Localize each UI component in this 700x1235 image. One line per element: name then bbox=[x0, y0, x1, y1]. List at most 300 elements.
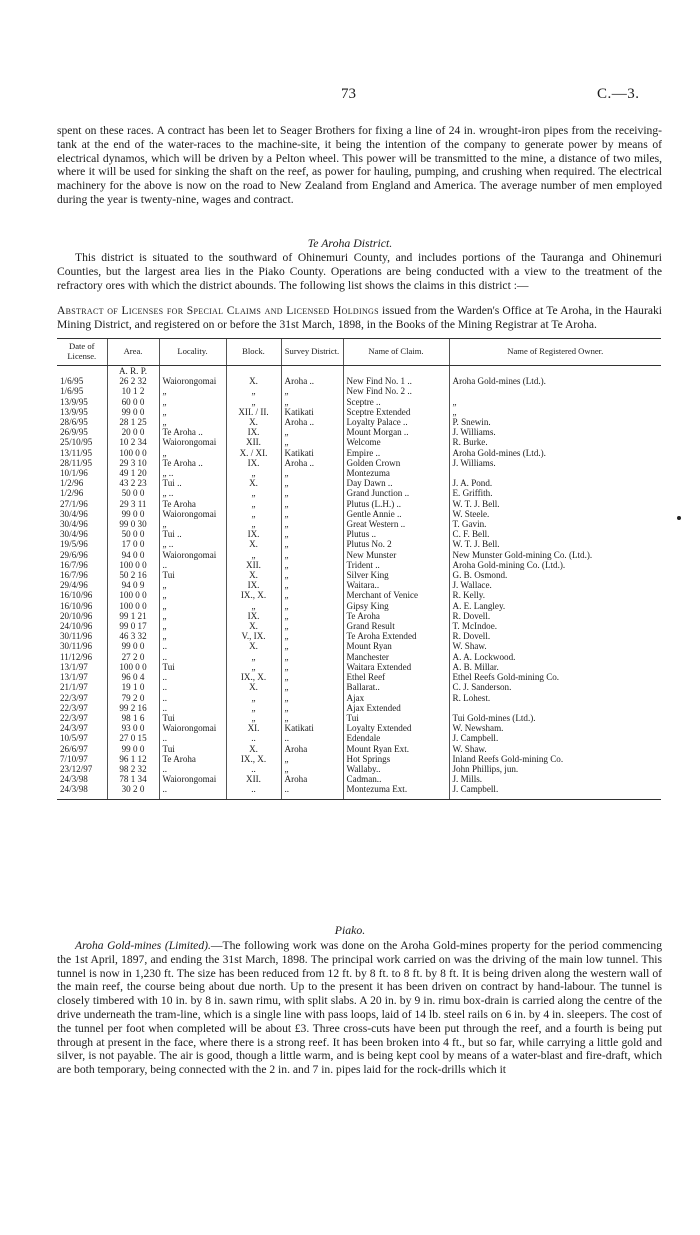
cell-survey-district: „ bbox=[281, 601, 343, 611]
header-block: Block. bbox=[226, 339, 281, 366]
cell-area: 29 3 11 bbox=[107, 499, 159, 509]
cell-date: 19/5/96 bbox=[60, 539, 88, 550]
cell-owner: R. Kelly. bbox=[449, 590, 661, 600]
cell-owner: A. B. Millar. bbox=[449, 662, 661, 672]
cell-date: 11/12/96 bbox=[60, 651, 92, 662]
cell-date: 24/3/98 bbox=[57, 784, 107, 799]
table-row bbox=[57, 764, 661, 774]
cell-survey-district: Katikati bbox=[281, 407, 343, 417]
table-row bbox=[57, 611, 661, 621]
cell-survey-district: „ bbox=[281, 550, 343, 560]
cell-owner: G. B. Osmond. bbox=[449, 570, 661, 580]
cell-owner: A. E. Langley. bbox=[449, 601, 661, 611]
cell-claim-name: Waitara Extended bbox=[343, 662, 449, 672]
cell-date: 22/3/97 bbox=[60, 712, 88, 723]
cell-date: 30/11/96 bbox=[60, 631, 92, 642]
cell-block: „ bbox=[226, 703, 281, 713]
cell-survey-district: „ bbox=[281, 662, 343, 672]
cell-date: 26/9/95 bbox=[60, 427, 88, 438]
cell-owner: J. Williams. bbox=[449, 458, 661, 468]
cell-date: 24/3/97 bbox=[60, 723, 88, 734]
cell-block: „ bbox=[226, 550, 281, 560]
cell-owner: J. Wallace. bbox=[449, 580, 661, 590]
table-row bbox=[57, 397, 661, 407]
cell-area: 27 0 15 bbox=[107, 733, 159, 743]
cell-claim-name: Montezuma bbox=[343, 468, 449, 478]
cell-locality: „ .. bbox=[159, 468, 226, 478]
cell-date: 28/6/95 bbox=[60, 417, 88, 428]
cell-date: 1/6/95 bbox=[60, 386, 84, 397]
cell-date: 21/1/97 bbox=[60, 682, 88, 693]
cell-locality: Te Aroha bbox=[159, 499, 226, 509]
cell-date: 1/2/96 bbox=[60, 478, 84, 489]
cell-claim-name: Cadman.. bbox=[343, 774, 449, 784]
cell-date: 22/3/97 bbox=[60, 692, 88, 703]
piako-paragraph-lead: Aroha Gold-mines (Limited). bbox=[75, 939, 211, 952]
table-row bbox=[57, 713, 661, 723]
cell-date: 1/6/95 bbox=[60, 376, 84, 387]
cell-owner: Aroha Gold-mining Co. (Ltd.). bbox=[449, 560, 661, 570]
table-row bbox=[57, 376, 661, 386]
cell-claim-name: Te Aroha bbox=[343, 611, 449, 621]
cell-area: 100 0 0 bbox=[107, 662, 159, 672]
cell-owner: R. Dovell. bbox=[449, 631, 661, 641]
cell-area: 20 0 0 bbox=[107, 427, 159, 437]
cell-locality: Waiorongomai bbox=[159, 376, 226, 386]
cell-claim-name: Day Dawn .. bbox=[343, 478, 449, 488]
cell-date: 28/11/95 bbox=[60, 457, 92, 468]
cell-claim-name: Ballarat.. bbox=[343, 682, 449, 692]
cell-claim-name: Mount Ryan bbox=[343, 641, 449, 651]
cell-area: 99 0 0 bbox=[107, 641, 159, 651]
cell-owner: R. Lohest. bbox=[449, 693, 661, 703]
cell-block: IX. bbox=[226, 611, 281, 621]
cell-owner: A. A. Lockwood. bbox=[449, 652, 661, 662]
cell-claim-name: Trident .. bbox=[343, 560, 449, 570]
cell-owner: New Munster Gold-mining Co. (Ltd.). bbox=[449, 550, 661, 560]
cell-locality: „ bbox=[159, 448, 226, 458]
district-heading: Te Aroha District. bbox=[307, 236, 393, 250]
cell-survey-district: „ bbox=[281, 529, 343, 539]
cell-claim-name: Ethel Reef bbox=[343, 672, 449, 682]
cell-date: 22/3/97 bbox=[60, 702, 88, 713]
cell-locality: .. bbox=[159, 641, 226, 651]
cell-date: 1/2/96 bbox=[60, 488, 84, 499]
abstract-caption bbox=[57, 304, 662, 332]
cell-owner: W. T. J. Bell. bbox=[449, 539, 661, 549]
cell-survey-district: „ bbox=[281, 519, 343, 529]
cell-survey-district: „ bbox=[281, 713, 343, 723]
intro-paragraph: spent on these races. A contract has been let to Seager Brothers for fixing a line of 24 in. wrought-iron pipes from the receiving-tank at the end of the water-races to the machine-site, it being the intention of the company to generate power by means of electrical dynamos, which will be driven by a Pelton wheel. This power will be transmitted to the mine, a distance of two miles, where it will be used for sinking the shaft on the reef, as power for hauling, pumping, and crushing when required. The electrical machinery for the above is now on the road to New Zealand from England and America. The average number of men employed during the year is twenty-nine, wages and contract. bbox=[57, 124, 662, 206]
cell-survey-district: „ bbox=[281, 641, 343, 651]
cell-survey-district: „ bbox=[281, 478, 343, 488]
cell-claim-name: Empire .. bbox=[343, 448, 449, 458]
cell-claim-name: Hot Springs bbox=[343, 754, 449, 764]
cell-claim-name: Gentle Annie .. bbox=[343, 509, 449, 519]
cell-date: 25/10/95 bbox=[60, 437, 93, 448]
table-row bbox=[57, 733, 661, 743]
cell-survey-district: .. bbox=[281, 784, 343, 799]
cell-block: X. bbox=[226, 417, 281, 427]
table-row bbox=[57, 458, 661, 468]
cell-claim-name: Wallaby.. bbox=[343, 764, 449, 774]
cell-survey-district: „ bbox=[281, 682, 343, 692]
cell-area: 50 0 0 bbox=[107, 529, 159, 539]
cell-claim-name: Edendale bbox=[343, 733, 449, 743]
cell-survey-district: „ bbox=[281, 754, 343, 764]
cell-area: 10 1 2 bbox=[107, 386, 159, 396]
cell-area: 26 2 32 bbox=[107, 376, 159, 386]
cell-date: 16/7/96 bbox=[60, 559, 88, 570]
cell-locality: .. bbox=[159, 560, 226, 570]
cell-area: 29 3 10 bbox=[107, 458, 159, 468]
cell-block: „ bbox=[226, 468, 281, 478]
cell-locality: Tui .. bbox=[159, 529, 226, 539]
area-units: A. R. P. bbox=[107, 366, 159, 377]
table-row bbox=[57, 570, 661, 580]
table-row bbox=[57, 631, 661, 641]
cell-survey-district: „ bbox=[281, 693, 343, 703]
cell-owner bbox=[449, 386, 661, 396]
cell-area: 99 0 0 bbox=[107, 407, 159, 417]
cell-block: „ bbox=[226, 488, 281, 498]
cell-survey-district: Aroha .. bbox=[281, 417, 343, 427]
piako-paragraph-rest: —The following work was done on the Aroha Gold-mines property for the period commencing the 1st April, 1897, and ending the 31st March, 1898. The principal work carried on was the driving of the main low tunnel. This tunnel is now in 1,230 ft. The size has been reduced from 12 ft. by 8 ft. to 8 ft. by 8 ft. It is being driven along the western wall of the main reef, the course being about due north. Up to the present it has been driven on contract by hand-labour. The tunnel is closely timbered with 10 in. by 8 in. sawn rimu, with split slabs. A 20 in. by 9 in. rimu box-drain is carried along the centre of the drive underneath the tram-line, which is a single line with pass loops, laid of 14 lb. steel rails on 6 in. by 4 in. sleepers. The cost of the tunnel per foot when completed will be about £3. Three cross-cuts have been put through the reef, and a fourth is being put through at present in the face, where there is a strong reef. It has been broken into 4 ft., but so far, while carrying a little gold and silver, is not payable. The air is good, though a little warm, and is being kept cool by means of a water-blast and fire-draft, which are both temporary, being connected with the 2 in. and 7 in. pipes laid for the rock-drills which it bbox=[57, 939, 662, 1077]
cell-area: 96 1 12 bbox=[107, 754, 159, 764]
cell-area: 100 0 0 bbox=[107, 590, 159, 600]
cell-area: 99 1 21 bbox=[107, 611, 159, 621]
cell-area: 93 0 0 bbox=[107, 723, 159, 733]
piako-heading: Piako. bbox=[334, 923, 366, 937]
cell-date: 29/6/96 bbox=[60, 549, 88, 560]
claims-table bbox=[57, 338, 661, 800]
cell-owner: J. A. Pond. bbox=[449, 478, 661, 488]
cell-locality: .. bbox=[159, 693, 226, 703]
table-row bbox=[57, 744, 661, 754]
table-row bbox=[57, 703, 661, 713]
cell-locality: Te Aroha .. bbox=[159, 427, 226, 437]
abstract-lead: Abstract of Licenses for Special Claims and Licensed Holdings bbox=[57, 304, 379, 317]
cell-survey-district: Katikati bbox=[281, 723, 343, 733]
cell-area: 28 1 25 bbox=[107, 417, 159, 427]
cell-area: 19 1 0 bbox=[107, 682, 159, 692]
cell-date: 13/9/95 bbox=[60, 406, 88, 417]
cell-survey-district: Aroha .. bbox=[281, 376, 343, 386]
cell-claim-name: Ajax Extended bbox=[343, 703, 449, 713]
cell-survey-district: „ bbox=[281, 621, 343, 631]
cell-claim-name: New Find No. 2 .. bbox=[343, 386, 449, 396]
cell-survey-district: „ bbox=[281, 499, 343, 509]
cell-claim-name: New Munster bbox=[343, 550, 449, 560]
cell-area: 100 0 0 bbox=[107, 560, 159, 570]
cell-block: IX. bbox=[226, 458, 281, 468]
cell-owner: Aroha Gold-mines (Ltd.). bbox=[449, 376, 661, 386]
cell-survey-district: Aroha .. bbox=[281, 458, 343, 468]
cell-area: 99 0 17 bbox=[107, 621, 159, 631]
cell-date: 13/11/95 bbox=[60, 447, 92, 458]
cell-area: 96 0 4 bbox=[107, 672, 159, 682]
table-row bbox=[57, 499, 661, 509]
cell-locality: Te Aroha bbox=[159, 754, 226, 764]
cell-owner: E. Griffith. bbox=[449, 488, 661, 498]
cell-area: 46 3 32 bbox=[107, 631, 159, 641]
cell-claim-name: Grand Junction .. bbox=[343, 488, 449, 498]
cell-area: 99 2 16 bbox=[107, 703, 159, 713]
header-owner: Name of Registered Owner. bbox=[449, 339, 661, 366]
cell-block: IX. bbox=[226, 529, 281, 539]
cell-date: 27/1/96 bbox=[60, 498, 88, 509]
cell-block: X. bbox=[226, 744, 281, 754]
cell-owner: R. Dovell. bbox=[449, 611, 661, 621]
cell-block: „ bbox=[226, 693, 281, 703]
cell-survey-district: „ bbox=[281, 764, 343, 774]
table-row bbox=[57, 386, 661, 396]
cell-locality: „ bbox=[159, 621, 226, 631]
cell-locality: „ .. bbox=[159, 488, 226, 498]
table-row bbox=[57, 529, 661, 539]
cell-date: 24/3/98 bbox=[60, 774, 88, 785]
cell-area: 100 0 0 bbox=[107, 448, 159, 458]
cell-locality: Tui bbox=[159, 570, 226, 580]
cell-locality: .. bbox=[159, 784, 226, 799]
cell-claim-name: Plutus .. bbox=[343, 529, 449, 539]
table-row bbox=[57, 662, 661, 672]
cell-block: „ bbox=[226, 662, 281, 672]
cell-claim-name: Golden Crown bbox=[343, 458, 449, 468]
cell-block: XI. bbox=[226, 723, 281, 733]
cell-block: X. bbox=[226, 539, 281, 549]
cell-claim-name: Mount Morgan .. bbox=[343, 427, 449, 437]
cell-locality: Waiorongomai bbox=[159, 509, 226, 519]
header-claim-name: Name of Claim. bbox=[343, 339, 449, 366]
cell-owner: „ bbox=[449, 407, 661, 417]
cell-block: XII. bbox=[226, 437, 281, 447]
cell-owner: John Phillips, jun. bbox=[449, 764, 661, 774]
cell-locality: Tui bbox=[159, 662, 226, 672]
cell-owner bbox=[449, 468, 661, 478]
cell-block: „ bbox=[226, 386, 281, 396]
cell-claim-name: Silver King bbox=[343, 570, 449, 580]
table-row bbox=[57, 621, 661, 631]
cell-locality: Waiorongomai bbox=[159, 774, 226, 784]
cell-claim-name: Te Aroha Extended bbox=[343, 631, 449, 641]
cell-owner: C. J. Sanderson. bbox=[449, 682, 661, 692]
cell-survey-district: „ bbox=[281, 427, 343, 437]
cell-owner: Aroha Gold-mines (Ltd.). bbox=[449, 448, 661, 458]
cell-date: 26/6/97 bbox=[60, 743, 88, 754]
cell-owner: W. Shaw. bbox=[449, 744, 661, 754]
cell-survey-district: „ bbox=[281, 509, 343, 519]
cell-date: 23/12/97 bbox=[60, 763, 93, 774]
cell-survey-district: „ bbox=[281, 611, 343, 621]
cell-locality: „ .. bbox=[159, 539, 226, 549]
abstract-rest: issued from the Warden's Office at Te Aroha, in the Hauraki Mining District, and registered on or before the 31st March, 1898, in the Books of the Mining Registrar at Te Aroha. bbox=[57, 304, 662, 331]
cell-survey-district: Katikati bbox=[281, 448, 343, 458]
cell-date: 30/4/96 bbox=[60, 519, 88, 530]
cell-block: „ bbox=[226, 601, 281, 611]
cell-locality: Tui bbox=[159, 713, 226, 723]
cell-block: „ bbox=[226, 397, 281, 407]
cell-block: „ bbox=[226, 652, 281, 662]
cell-claim-name: Plutus No. 2 bbox=[343, 539, 449, 549]
cell-locality: „ bbox=[159, 590, 226, 600]
cell-survey-district: Aroha bbox=[281, 744, 343, 754]
cell-locality: „ bbox=[159, 407, 226, 417]
cell-claim-name: Mount Ryan Ext. bbox=[343, 744, 449, 754]
cell-locality: .. bbox=[159, 733, 226, 743]
cell-survey-district: „ bbox=[281, 397, 343, 407]
cell-owner: „ bbox=[449, 397, 661, 407]
cell-area: 30 2 0 bbox=[107, 784, 159, 799]
cell-date: 16/10/96 bbox=[60, 590, 93, 601]
cell-owner bbox=[449, 703, 661, 713]
cell-locality: „ bbox=[159, 580, 226, 590]
cell-owner: T. Gavin. bbox=[449, 519, 661, 529]
cell-date: 20/10/96 bbox=[60, 610, 93, 621]
cell-claim-name: Merchant of Venice bbox=[343, 590, 449, 600]
header-date: Date of License. bbox=[57, 339, 107, 366]
table-row bbox=[57, 519, 661, 529]
cell-claim-name: Loyalty Palace .. bbox=[343, 417, 449, 427]
cell-survey-district: „ bbox=[281, 488, 343, 498]
table-row bbox=[57, 774, 661, 784]
table-row bbox=[57, 580, 661, 590]
cell-block: X. bbox=[226, 570, 281, 580]
cell-locality: Tui .. bbox=[159, 478, 226, 488]
cell-date: 29/4/96 bbox=[60, 580, 88, 591]
cell-area: 27 2 0 bbox=[107, 652, 159, 662]
cell-block: „ bbox=[226, 509, 281, 519]
cell-area: 99 0 0 bbox=[107, 509, 159, 519]
cell-locality: Te Aroha .. bbox=[159, 458, 226, 468]
cell-block: IX. bbox=[226, 580, 281, 590]
table-row bbox=[57, 437, 661, 447]
cell-locality: „ bbox=[159, 611, 226, 621]
cell-owner: Tui Gold-mines (Ltd.). bbox=[449, 713, 661, 723]
district-paragraph: This district is situated to the southward of Ohinemuri County, and includes portions of the Tauranga and Ohinemuri Counties, but the largest area lies in the Piako County. Operations are being conducted with a view to the treatment of the refractory ores with which the district abounds. The following list shows the claims in this district :— bbox=[57, 251, 662, 292]
cell-date: 16/7/96 bbox=[60, 570, 88, 581]
table-header-row bbox=[57, 339, 661, 366]
table-row bbox=[57, 784, 661, 799]
table-row bbox=[57, 488, 661, 498]
cell-block: X. bbox=[226, 478, 281, 488]
cell-locality: Tui bbox=[159, 744, 226, 754]
cell-claim-name: Sceptre .. bbox=[343, 397, 449, 407]
cell-locality: Waiorongomai bbox=[159, 723, 226, 733]
cell-claim-name: Waitara.. bbox=[343, 580, 449, 590]
cell-owner: W. Newsham. bbox=[449, 723, 661, 733]
cell-survey-district: „ bbox=[281, 580, 343, 590]
table-row bbox=[57, 590, 661, 600]
cell-owner: J. Campbell. bbox=[449, 784, 661, 799]
cell-claim-name: Montezuma Ext. bbox=[343, 784, 449, 799]
cell-date: 24/10/96 bbox=[60, 621, 93, 632]
cell-locality: .. bbox=[159, 703, 226, 713]
table-row bbox=[57, 560, 661, 570]
cell-claim-name: Gipsy King bbox=[343, 601, 449, 611]
table-row bbox=[57, 509, 661, 519]
cell-survey-district: Aroha bbox=[281, 774, 343, 784]
cell-block: „ bbox=[226, 499, 281, 509]
document-code: C.—3. bbox=[597, 86, 640, 102]
cell-date: 13/1/97 bbox=[60, 672, 88, 683]
cell-survey-district: „ bbox=[281, 631, 343, 641]
cell-block: XII. bbox=[226, 560, 281, 570]
cell-area: 50 2 16 bbox=[107, 570, 159, 580]
cell-claim-name: Welcome bbox=[343, 437, 449, 447]
cell-block: .. bbox=[226, 784, 281, 799]
cell-area: 94 0 9 bbox=[107, 580, 159, 590]
cell-owner: W. Steele. bbox=[449, 509, 661, 519]
cell-date: 13/9/95 bbox=[60, 396, 88, 407]
table-row bbox=[57, 723, 661, 733]
cell-survey-district: „ bbox=[281, 539, 343, 549]
cell-area: 17 0 0 bbox=[107, 539, 159, 549]
table-row bbox=[57, 672, 661, 682]
cell-block: .. bbox=[226, 733, 281, 743]
cell-area: 98 2 32 bbox=[107, 764, 159, 774]
cell-survey-district: „ bbox=[281, 468, 343, 478]
cell-area: 78 1 34 bbox=[107, 774, 159, 784]
cell-owner: P. Snewin. bbox=[449, 417, 661, 427]
cell-locality: „ bbox=[159, 631, 226, 641]
cell-locality: „ bbox=[159, 417, 226, 427]
cell-locality: .. bbox=[159, 682, 226, 692]
cell-block: XII. / II. bbox=[226, 407, 281, 417]
cell-owner: R. Burke. bbox=[449, 437, 661, 447]
cell-claim-name: Manchester bbox=[343, 652, 449, 662]
cell-survey-district: „ bbox=[281, 570, 343, 580]
cell-owner: W. T. J. Bell. bbox=[449, 499, 661, 509]
header-locality: Locality. bbox=[159, 339, 226, 366]
cell-block: X. / XI. bbox=[226, 448, 281, 458]
cell-owner: J. Mills. bbox=[449, 774, 661, 784]
table-row bbox=[57, 427, 661, 437]
cell-survey-district: „ bbox=[281, 437, 343, 447]
table-row bbox=[57, 641, 661, 651]
cell-date: 10/1/96 bbox=[60, 468, 88, 479]
cell-area: 10 2 34 bbox=[107, 437, 159, 447]
cell-locality: „ bbox=[159, 397, 226, 407]
cell-date: 30/4/96 bbox=[60, 529, 88, 540]
cell-block: X. bbox=[226, 621, 281, 631]
cell-owner: J. Campbell. bbox=[449, 733, 661, 743]
table-row bbox=[57, 407, 661, 417]
cell-block: IX., X. bbox=[226, 590, 281, 600]
cell-survey-district: „ bbox=[281, 560, 343, 570]
cell-date: 30/4/96 bbox=[60, 508, 88, 519]
cell-block: XII. bbox=[226, 774, 281, 784]
cell-owner: Ethel Reefs Gold-mining Co. bbox=[449, 672, 661, 682]
cell-locality: .. bbox=[159, 672, 226, 682]
cell-survey-district: .. bbox=[281, 733, 343, 743]
cell-owner: J. Williams. bbox=[449, 427, 661, 437]
cell-owner: C. F. Bell. bbox=[449, 529, 661, 539]
cell-owner: Inland Reefs Gold-mining Co. bbox=[449, 754, 661, 764]
cell-claim-name: Sceptre Extended bbox=[343, 407, 449, 417]
cell-locality: „ bbox=[159, 601, 226, 611]
cell-block: V., IX. bbox=[226, 631, 281, 641]
cell-locality: „ bbox=[159, 386, 226, 396]
cell-date: 30/11/96 bbox=[60, 641, 92, 652]
table-row bbox=[57, 468, 661, 478]
table-row bbox=[57, 754, 661, 764]
cell-block: „ bbox=[226, 519, 281, 529]
header-area: Area. bbox=[107, 339, 159, 366]
cell-date: 13/1/97 bbox=[60, 661, 88, 672]
cell-claim-name: Plutus (L.H.) .. bbox=[343, 499, 449, 509]
cell-owner: W. Shaw. bbox=[449, 641, 661, 651]
